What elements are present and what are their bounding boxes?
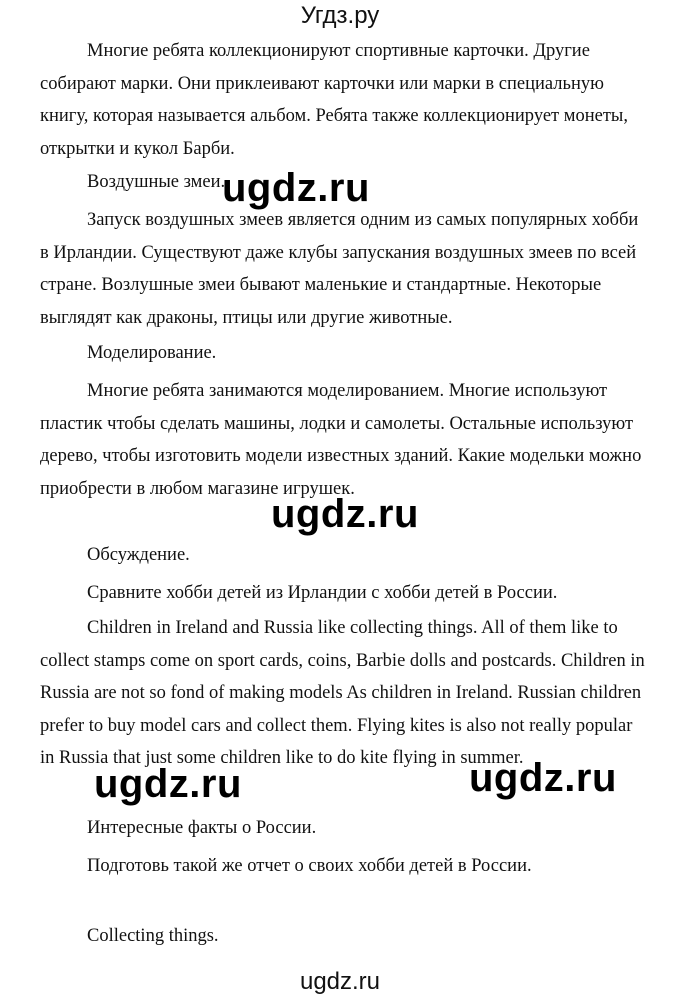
watermark: ugdz.ru [469,756,617,800]
heading-discussion: Обсуждение. [87,545,190,565]
watermark: ugdz.ru [271,492,419,536]
heading-collecting-things: Collecting things. [87,926,219,946]
paragraph-english-answer: Children in Ireland and Russia like collecting things. All of them like to collect stamps come on sport cards, coins, Barbie dolls and postcards. Children in Russia are not so fond of making models As children in Ireland. Russian children prefer to buy model cars and collect them. Flying kites is also not really popular in Russia that just some children like to do kite flying in summer. [40,618,645,768]
task-compare: Сравните хобби детей из Ирландии с хобби детей в России. [87,583,558,603]
site-title: Угдз.ру [300,2,380,29]
paragraph-modelling: Многие ребята занимаются моделированием. Многие используют пластик чтобы сделать машины, лодки и самолеты. Остальные используют дерево, чтобы изготовить модели известных зданий. Какие модельки можно приобрести в любом магазине игрушек. [40,381,642,499]
heading-kites: Воздушные змеи. [87,172,226,192]
heading-modelling: Моделирование. [87,343,217,363]
footer-site-link[interactable]: ugdz.ru [299,968,381,995]
heading-interesting-facts: Интересные факты о России. [87,818,317,838]
task-report: Подготовь такой же отчет о своих хобби детей в России. [87,856,532,876]
watermark: ugdz.ru [222,166,370,210]
paragraph-kites: Запуск воздушных змеев является одним из самых популярных хобби в Ирландии. Существуют даже клубы запускания воздушных змеев по всей стране. Возлушные змеи бывают маленькие и стандартные. Некоторые выглядят как драконы, птицы или другие животные. [40,210,639,328]
paragraph-collecting: Многие ребята коллекционируют спортивные карточки. Другие собирают марки. Они приклеивают карточки или марки в специальную книгу, которая называется альбом. Ребята также коллекционирует монеты, открытки и кукол Барби. [40,41,628,159]
watermark: ugdz.ru [94,762,242,806]
